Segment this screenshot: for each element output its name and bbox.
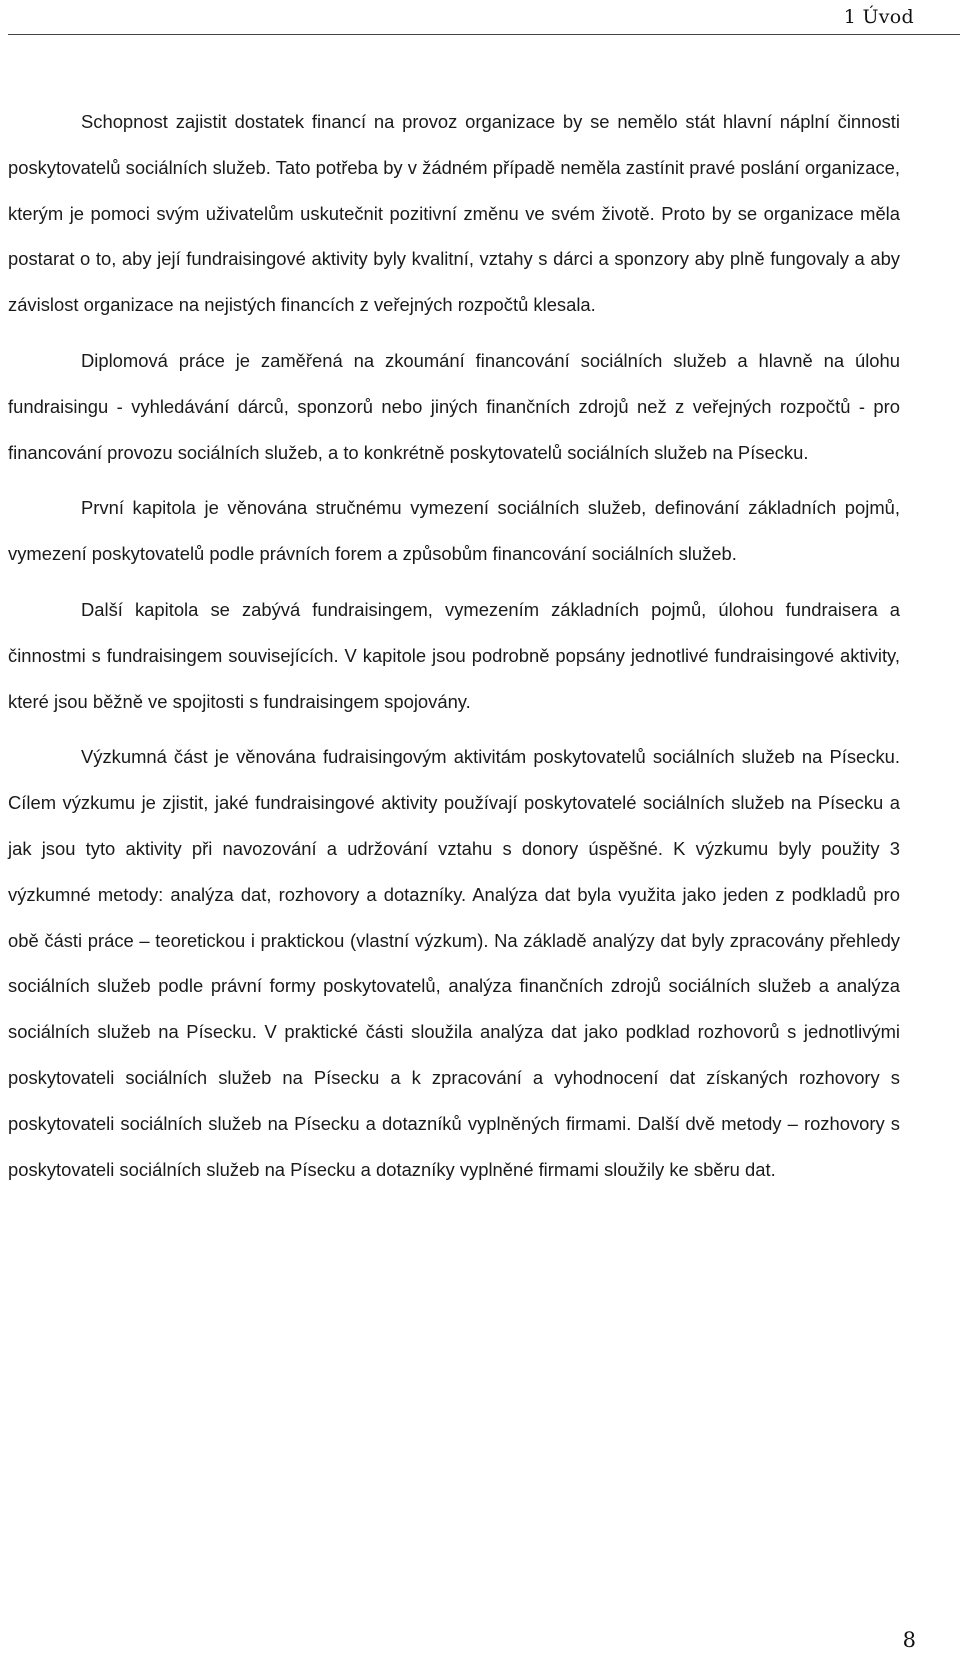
paragraph-next-chapter: Další kapitola se zabývá fundraisingem, vymezením základních pojmů, úlohou fundraisera a činnostmi s fundraisingem souvisejících. V kapitole jsou podrobně popsány jednotlivé fundraisingové aktivity, které jsou běžně ve spojitosti s fundraisingem spojovány. (8, 598, 900, 712)
paragraph-research: Výzkumná část je věnována fudraisingovým aktivitám poskytovatelů sociálních služeb na Písecku. Cílem výzkumu je zjistit, jaké fundraisingové aktivity používají poskytovatelé sociálních služeb na Písecku a jak jsou tyto aktivity při navozování a udržování vztahu s donory úspěšné. K výzkumu byly použity 3 výzkumné metody: analýza dat, rozhovory a dotazníky. Analýza dat byla využita jako jeden z podkladů pro obě části práce – teoretickou i praktickou (vlastní výzkum). Na základě analýzy dat byly zpracovány přehledy sociálních služeb podle právní formy poskytovatelů, analýza finančních zdrojů sociálních služeb a analýza sociálních služeb na Písecku. V praktické části sloužila analýza dat jako podklad rozhovorů s jednotlivými poskytovateli sociálních služeb na Písecku a k zpracování a vyhodnocení dat získaných rozhovory s poskytovateli sociálních služeb na Písecku a dotazníků vyplněných firmami. Další dvě metody – rozhovory s poskytovateli sociálních služeb na Písecku a dotazníky vyplněné firmami sloužily ke sběru dat. (8, 746, 900, 1180)
running-header: 1 Úvod (843, 6, 914, 28)
page-number: 8 (902, 1628, 916, 1652)
paragraph-intro: Schopnost zajistit dostatek financí na provoz organizace by se nemělo stát hlavní náplní činnosti poskytovatelů sociálních služeb. Tato potřeba by v žádném případě neměla zastínit pravé poslání organizace, kterým je pomoci svým uživatelům uskutečnit pozitivní změnu ve svém životě. Proto by se organizace měla postarat o to, aby její fundraisingové aktivity byly kvalitní, vztahy s dárci a sponzory aby plně fungovaly a aby závislost organizace na nejistých financích z veřejných rozpočtů klesala. (8, 111, 900, 316)
document-body (8, 99, 900, 1202)
paragraph-thesis-focus: Diplomová práce je zaměřená na zkoumání financování sociálních služeb a hlavně na úlohu fundraisingu - vyhledávání dárců, sponzorů nebo jiných finančních zdrojů než z veřejných rozpočtů - pro financování provozu sociálních služeb, a to konkrétně poskytovatelů sociálních služeb na Písecku. (8, 349, 900, 463)
header-rule (8, 34, 960, 35)
paragraph-first-chapter: První kapitola je věnována stručnému vymezení sociálních služeb, definování základních pojmů, vymezení poskytovatelů podle právních forem a způsobům financování sociálních služeb. (8, 497, 900, 565)
